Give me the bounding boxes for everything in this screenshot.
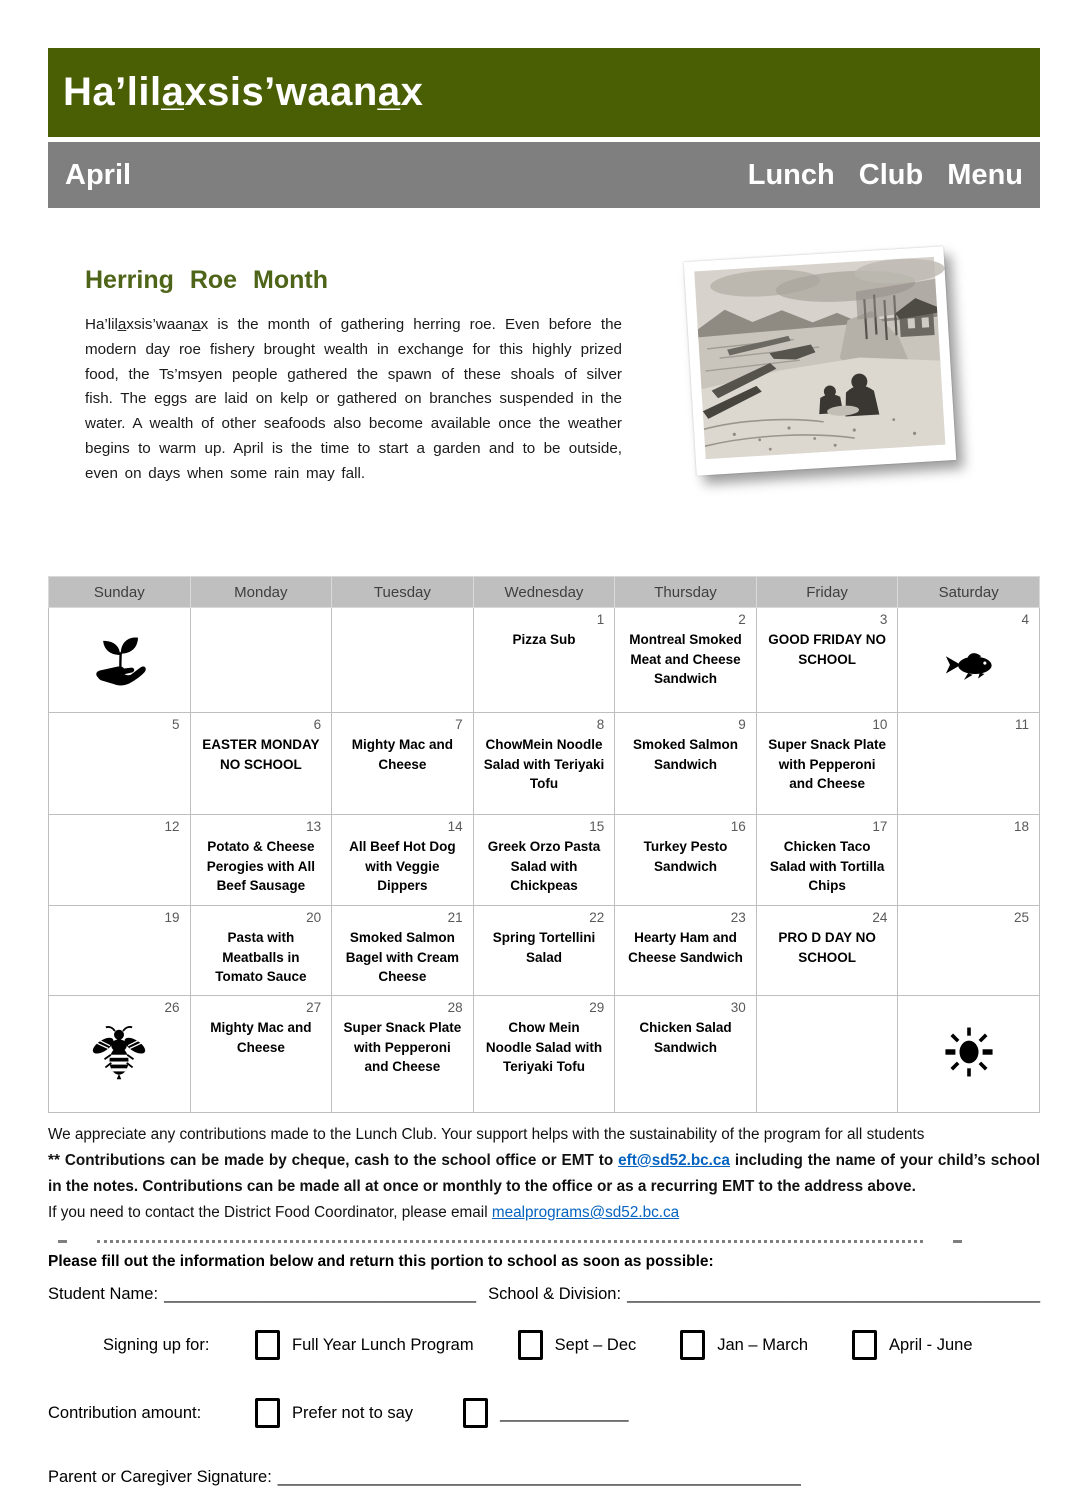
lunch-calendar (48, 576, 1040, 1113)
calendar-cell (756, 815, 898, 906)
full-year-label: Full Year Lunch Program (292, 1335, 474, 1354)
calendar-cell (615, 815, 757, 906)
jan-march-label: Jan – March (717, 1335, 809, 1354)
day-number: 24 (872, 910, 888, 925)
menu-item: Greek Orzo Pasta Salad with Chickpeas (487, 839, 601, 893)
calendar-cell (332, 713, 474, 815)
day-number: 2 (738, 612, 746, 627)
calendar-cell (473, 906, 615, 996)
day-number: 5 (172, 717, 180, 732)
weekday-header: Thursday (615, 577, 757, 608)
prefer-not-label: Prefer not to say (292, 1403, 414, 1422)
day-number: 29 (589, 1000, 605, 1015)
day-number: 20 (306, 910, 322, 925)
calendar-cell (615, 713, 757, 815)
day-number: 13 (306, 819, 322, 834)
calendar-cell (756, 608, 898, 713)
calendar-cell (473, 713, 615, 815)
day-number: 23 (730, 910, 746, 925)
day-number: 28 (447, 1000, 463, 1015)
appreciation-note: We appreciate any contributions made to the Lunch Club. Your support helps with the sustainability of the program for all students (48, 1126, 925, 1143)
calendar-cell (49, 815, 191, 906)
day-number: 1 (596, 612, 605, 627)
calendar-cell (332, 906, 474, 996)
contribution-note-post: including the name of your child’s school in the notes. Contributions can be made all at once or monthly to the office or as a recurring EMT to the address above. (48, 1152, 1040, 1195)
weekday-header: Monday (190, 577, 332, 608)
day-number: 30 (730, 1000, 746, 1015)
day-number (761, 998, 894, 1017)
section-heading: Herring Roe Month (85, 266, 328, 294)
weekday-header-row (49, 577, 1040, 608)
menu-item: Montreal Smoked Meat and Cheese Sandwich (629, 632, 742, 686)
signature-field[interactable]: _________________________________________________________ (277, 1468, 801, 1486)
calendar-cell (898, 713, 1040, 815)
menu-item: Chicken Taco Salad with Tortilla Chips (769, 839, 885, 893)
calendar-week-row (49, 815, 1040, 906)
form-instruction: Please fill out the information below and return this portion to school as soon as possible: (48, 1253, 714, 1270)
weekday-header: Saturday (898, 577, 1040, 608)
divider-left-dash (58, 1240, 67, 1243)
sun-icon (902, 1023, 1035, 1086)
calendar-cell (332, 815, 474, 906)
calendar-cell (49, 996, 191, 1113)
prefer-not-checkbox[interactable] (255, 1398, 280, 1428)
calendar-cell (756, 996, 898, 1113)
menu-item: Pizza Sub (512, 632, 576, 647)
option-jan-march (680, 1330, 808, 1360)
menu-item: Chow Mein Noodle Salad with Teriyaki Tofu (485, 1020, 603, 1074)
day-number: 3 (879, 612, 888, 627)
shoreline-illustration (694, 257, 945, 459)
calendar-cell (190, 996, 332, 1113)
menu-item: Potato & Cheese Perogies with All Beef Sausage (206, 839, 315, 893)
weekday-header: Tuesday (332, 577, 474, 608)
full-year-checkbox[interactable] (255, 1330, 280, 1360)
bee-icon (53, 1023, 186, 1086)
signature-label: Parent or Caregiver Signature: (48, 1468, 272, 1486)
menu-item: PRO D DAY NO SCHOOL (778, 930, 876, 965)
day-number: 6 (313, 717, 322, 732)
option-sept-dec (518, 1330, 637, 1360)
seedling-hand-icon (53, 635, 186, 698)
menu-item: Super Snack Plate with Pepperoni and Cheese (768, 737, 886, 791)
day-number: 26 (164, 1000, 180, 1015)
calendar-week-row (49, 608, 1040, 713)
calendar-cell (473, 996, 615, 1113)
intro-section (48, 266, 1040, 554)
day-number: 11 (1014, 717, 1029, 732)
weekday-header: Sunday (49, 577, 191, 608)
jan-march-checkbox[interactable] (680, 1330, 705, 1360)
option-full-year (255, 1330, 474, 1360)
day-number: 4 (1021, 612, 1029, 627)
day-number: 7 (455, 717, 463, 732)
title-banner (48, 48, 1040, 137)
signup-form (48, 1253, 1040, 1487)
day-number: 12 (164, 819, 180, 834)
option-amount (463, 1398, 628, 1428)
contribution-note-pre: ** Contributions can be made by cheque, cash to the school office or EMT to (48, 1152, 619, 1169)
menu-item: Smoked Salmon Bagel with Cream Cheese (345, 930, 460, 984)
april-june-checkbox[interactable] (852, 1330, 877, 1360)
calendar-cell (332, 608, 474, 713)
day-number: 15 (589, 819, 605, 834)
calendar-cell (615, 996, 757, 1113)
name-row (48, 1285, 1040, 1304)
coordinator-note-pre: If you need to contact the District Food Coordinator, please email (48, 1204, 492, 1221)
calendar-cell (49, 608, 191, 713)
day-number: 19 (164, 910, 180, 925)
menu-item: Smoked Salmon Sandwich (633, 737, 739, 772)
calendar-week-row (49, 996, 1040, 1113)
calendar-cell (615, 906, 757, 996)
student-name-label: Student Name: (48, 1285, 159, 1303)
contribution-row (48, 1398, 1040, 1428)
calendar-cell (473, 608, 615, 713)
contribution-label: Contribution amount: (48, 1403, 202, 1422)
calendar-cell (898, 815, 1040, 906)
day-number (902, 998, 1035, 1017)
calendar-cell (190, 608, 332, 713)
day-number (195, 610, 328, 629)
herring-roe-photo (684, 246, 957, 475)
calendar-week-row (49, 906, 1040, 996)
sept-dec-label: Sept – Dec (554, 1335, 637, 1354)
option-prefer-not (255, 1398, 413, 1428)
month-label: April (65, 158, 132, 191)
calendar-cell (473, 815, 615, 906)
calendar-cell (190, 713, 332, 815)
calendar-cell (332, 996, 474, 1113)
day-number: 22 (589, 910, 605, 925)
day-number (336, 610, 469, 629)
menu-item: All Beef Hot Dog with Veggie Dippers (349, 839, 456, 893)
day-number: 27 (306, 1000, 322, 1015)
contribution-note (48, 1148, 1040, 1200)
menu-item: Turkey Pesto Sandwich (643, 839, 728, 874)
menu-item: Mighty Mac and Cheese (210, 1020, 312, 1055)
school-division-field[interactable]: _____________________________________________ (627, 1285, 1041, 1303)
menu-title: Lunch Club Menu (747, 158, 1023, 191)
sept-dec-checkbox[interactable] (518, 1330, 543, 1360)
day-number: 8 (596, 717, 605, 732)
calendar-cell (615, 608, 757, 713)
school-division-label: School & Division: (488, 1285, 622, 1303)
day-number: 21 (447, 910, 463, 925)
weekday-header: Friday (756, 577, 898, 608)
calendar-week-row (49, 713, 1040, 815)
day-number: 18 (1013, 819, 1029, 834)
calendar-cell (898, 996, 1040, 1113)
menu-item: ChowMein Noodle Salad with Teriyaki Tofu (483, 737, 605, 791)
weekday-header: Wednesday (473, 577, 615, 608)
day-number: 25 (1013, 910, 1029, 925)
calendar-cell (756, 713, 898, 815)
signature-row (48, 1468, 1040, 1487)
calendar-cell (190, 906, 332, 996)
lunch-menu-page (0, 48, 1088, 1486)
menu-item: EASTER MONDAY NO SCHOOL (202, 737, 320, 772)
day-number: 17 (872, 819, 888, 834)
option-april-june (852, 1330, 972, 1360)
menu-item: Chicken Salad Sandwich (639, 1020, 732, 1055)
amount-checkbox[interactable] (463, 1398, 488, 1428)
menu-item: Pasta with Meatballs in Tomato Sauce (215, 930, 307, 984)
april-june-label: April - June (889, 1335, 973, 1354)
menu-item: GOOD FRIDAY NO SCHOOL (768, 632, 886, 667)
divider-dots (97, 1240, 923, 1243)
divider-right-dash (953, 1240, 962, 1243)
menu-item: Mighty Mac and Cheese (351, 737, 454, 772)
calendar-cell (49, 713, 191, 815)
day-number: 9 (738, 717, 746, 732)
day-number (53, 610, 186, 629)
fish-icon (902, 635, 1035, 698)
day-number: 10 (872, 717, 888, 732)
signing-row (103, 1330, 1040, 1360)
calendar-cell (49, 906, 191, 996)
calendar-cell (190, 815, 332, 906)
page-title: Ha’lila̲xsis’waana̲x (63, 70, 424, 114)
subtitle-banner (48, 142, 1040, 208)
menu-item: Spring Tortellini Salad (492, 930, 596, 965)
calendar-cell (898, 906, 1040, 996)
student-name-field[interactable]: __________________________________ (164, 1285, 477, 1303)
calendar-cell (756, 906, 898, 996)
notes-section (48, 1122, 1040, 1226)
menu-item: Super Snack Plate with Pepperoni and Cheese (343, 1020, 462, 1074)
menu-item: Hearty Ham and Cheese Sandwich (628, 930, 743, 965)
signing-label: Signing up for: (103, 1335, 210, 1354)
intro-paragraph: Ha’lila̲xsis’waana̲x is the month of gathering herring roe. Even before the modern day roe fishery brought wealth in exchange for this highly prized food, the Ts’msyen people gathered the spawn of these shoals of silver fish. The eggs are laid on kelp or gathered on branches suspended in the water. A wealth of other seafoods also become available once the weather begins to warm up. April is the time to start a garden and to be outside, even on days when some rain may fall. (85, 316, 622, 482)
eft-email-link[interactable]: eft@sd52.bc.ca (618, 1152, 730, 1169)
cut-line-divider (48, 1240, 1040, 1243)
amount-field[interactable]: ______________ (500, 1403, 629, 1422)
calendar-cell (898, 608, 1040, 713)
coordinator-note (48, 1200, 1040, 1226)
day-number: 16 (730, 819, 746, 834)
mealprograms-email-link[interactable]: mealprograms@sd52.bc.ca (491, 1204, 680, 1221)
day-number: 14 (447, 819, 463, 834)
